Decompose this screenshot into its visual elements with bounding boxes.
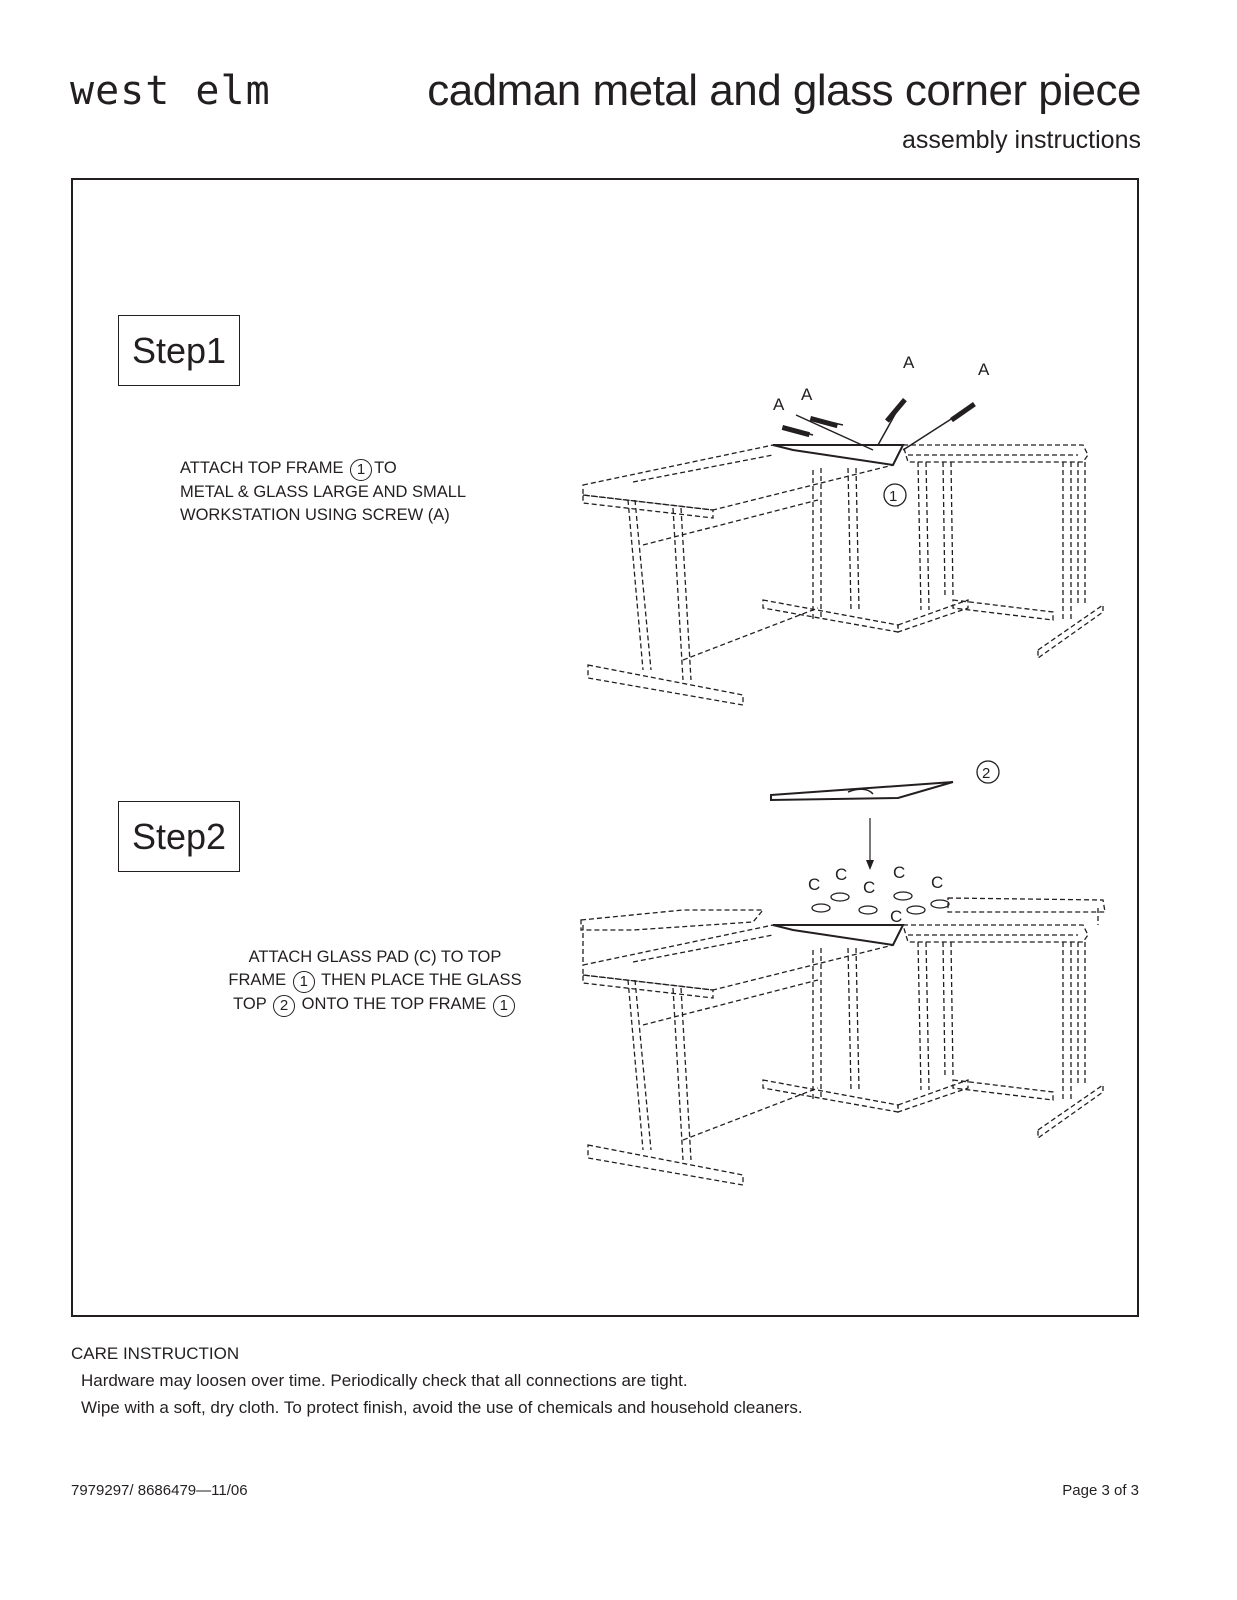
- document-subtitle: assembly instructions: [902, 126, 1141, 154]
- pad-c-label: C: [890, 907, 903, 926]
- step2-instructions: [195, 946, 555, 1017]
- part-1-callout: 1: [493, 995, 515, 1017]
- pad-c-label: C: [931, 873, 944, 892]
- step1-text-a: ATTACH TOP FRAME: [180, 459, 344, 477]
- pad-c-label: C: [835, 865, 848, 884]
- step2-text-a: ATTACH GLASS PAD (C) TO TOP: [248, 948, 502, 966]
- brand-logo: west elm: [70, 68, 271, 114]
- step1-instructions: [180, 457, 540, 526]
- step1-text-a-end: TO: [374, 459, 397, 477]
- pad-c-label: C: [893, 863, 906, 882]
- care-line: Hardware may loosen over time. Periodically check that all connections are tight.: [81, 1371, 688, 1390]
- care-line: Wipe with a soft, dry cloth. To protect finish, avoid the use of chemicals and household cleaners.: [81, 1398, 803, 1417]
- glass-top-marker: 2: [982, 765, 991, 782]
- pad-c-label: C: [808, 875, 821, 894]
- step2-text-b1: FRAME: [228, 970, 287, 989]
- step1-desk-drawing: [573, 350, 1133, 730]
- screw-a-label: A: [978, 360, 990, 379]
- step2-text-b2: THEN PLACE THE GLASS: [321, 970, 522, 989]
- step1-label: Step1: [118, 315, 240, 386]
- care-instructions: [71, 1340, 803, 1421]
- part-1-callout: 1: [350, 459, 372, 481]
- page-number: Page 3 of 3: [1062, 1482, 1139, 1499]
- care-heading: CARE INSTRUCTION: [71, 1344, 240, 1363]
- screw-a-label: A: [801, 385, 813, 404]
- document-title: cadman metal and glass corner piece: [427, 66, 1141, 115]
- step2-text-c1: TOP: [233, 994, 267, 1013]
- document-code: 7979297/ 8686479—11/06: [71, 1482, 248, 1499]
- part-1-marker: 1: [889, 488, 898, 505]
- screw-a-label: A: [903, 353, 915, 372]
- step2-desk-drawing: [573, 760, 1133, 1200]
- instructions-frame: [71, 178, 1139, 1317]
- part-1-callout: 1: [293, 971, 315, 993]
- step1-text-c: WORKSTATION USING SCREW (A): [180, 505, 450, 524]
- step2-text-c2: ONTO THE TOP FRAME: [301, 994, 487, 1013]
- step1-text-b: METAL & GLASS LARGE AND SMALL: [180, 483, 467, 501]
- part-2-callout: 2: [273, 995, 295, 1017]
- pad-c-label: C: [863, 878, 876, 897]
- step2-label: Step2: [118, 801, 240, 872]
- screw-a-label: A: [773, 395, 785, 414]
